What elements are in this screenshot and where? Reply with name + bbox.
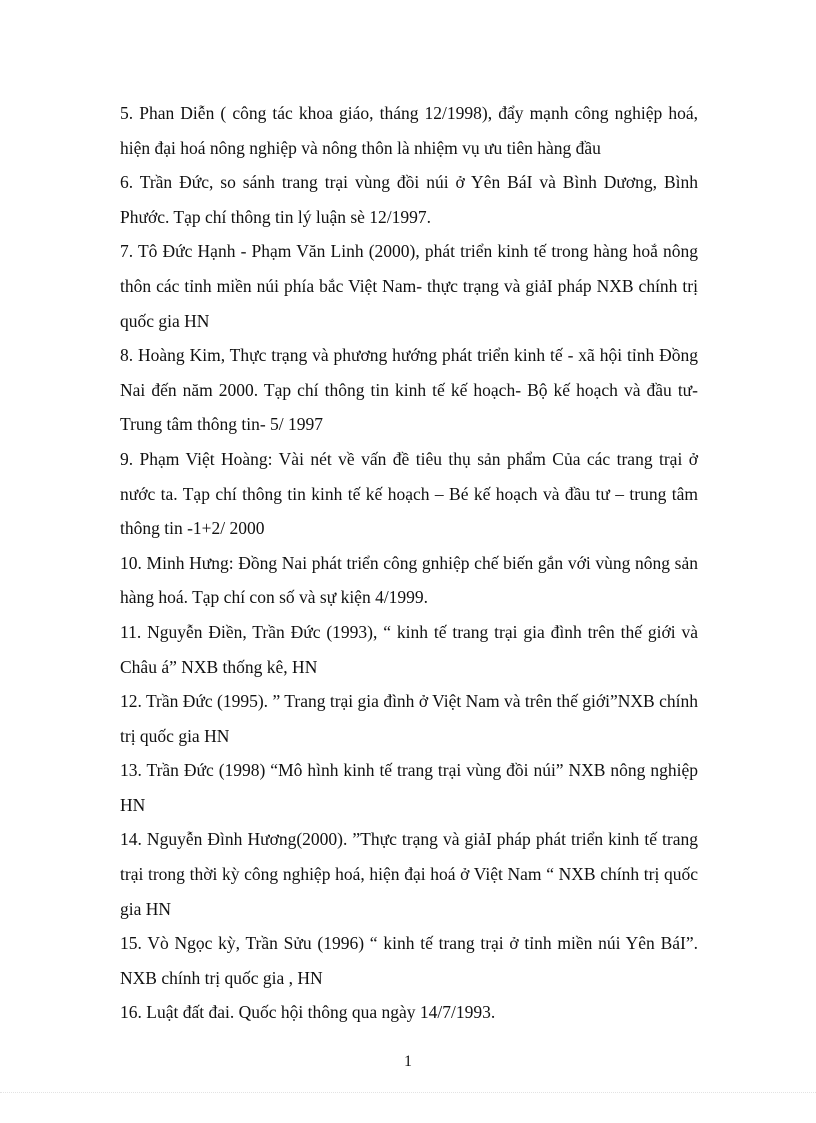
reference-item-12: 12. Trần Đức (1995). ” Trang trại gia đình ở Việt Nam và trên thế giới”NXB chính trị quốc gia HN xyxy=(120,691,698,746)
reference-item-7: 7. Tô Đức Hạnh - Phạm Văn Linh (2000), phát triển kinh tế trong hàng hoắ nông thôn các tỉnh miền núi phía bắc Việt Nam- thực trạng và giảI pháp NXB chính trị quốc gia HN xyxy=(120,241,698,331)
reference-item-16: 16. Luật đất đai. Quốc hội thông qua ngày 14/7/1993. xyxy=(120,1002,496,1023)
reference-item-8: 8. Hoàng Kim, Thực trạng và phương hướng phát triển kinh tế - xã hội tỉnh Đồng Nai đến năm 2000. Tạp chí thông tin kinh tế kế hoạch- Bộ kế hoạch và đầu tư- Trung tâm thông tin- 5/ 1997 xyxy=(120,345,698,435)
reference-item-13: 13. Trần Đức (1998) “Mô hình kinh tế trang trại vùng đồi núi” NXB nông nghiệp HN xyxy=(120,760,698,815)
reference-item-15: 15. Vò Ngọc kỳ, Trần Sửu (1996) “ kinh tế trang trại ở tỉnh miền núi Yên BáI”. NXB chính trị quốc gia , HN xyxy=(120,933,698,988)
page-number: 1 xyxy=(404,1053,412,1070)
reference-list xyxy=(120,96,698,1030)
reference-item-6: 6. Trần Đức, so sánh trang trại vùng đồi núi ở Yên BáI và Bình Dương, Bình Phước. Tạp chí thông tin lý luận sè 12/1997. xyxy=(120,172,698,227)
reference-item-9: 9. Phạm Việt Hoàng: Vài nét về vấn đề tiêu thụ sản phẩm Của các trang trại ở nước ta. Tạp chí thông tin kinh tế kế hoạch – Bé kế hoạch và đầu tư – trung tâm thông tin -1+2/ 2000 xyxy=(120,448,698,539)
reference-item-11: 11. Nguyễn Điền, Trần Đức (1993), “ kinh tế trang trại gia đình trên thế giới và Châu á” NXB thống kê, HN xyxy=(120,621,698,677)
reference-item-10: 10. Minh Hưng: Đồng Nai phát triển công gnhiệp chế biến gắn với vùng nông sản hàng hoá. Tạp chí con số và sự kiện 4/1999. xyxy=(120,552,698,608)
reference-item-5: 5. Phan Diễn ( công tác khoa giáo, tháng 12/1998), đẩy mạnh công nghiệp hoá, hiện đại hoá nông nghiệp và nông thôn là nhiệm vụ ưu tiên hàng đầu xyxy=(120,103,698,158)
reference-item-14: 14. Nguyễn Đình Hương(2000). ”Thực trạng và giảI pháp phát triển kinh tế trang trại trong thời kỳ công nghiệp hoá, hiện đại hoá ở Việt Nam “ NXB chính trị quốc gia HN xyxy=(120,829,698,919)
page-bottom-divider xyxy=(0,1092,816,1093)
